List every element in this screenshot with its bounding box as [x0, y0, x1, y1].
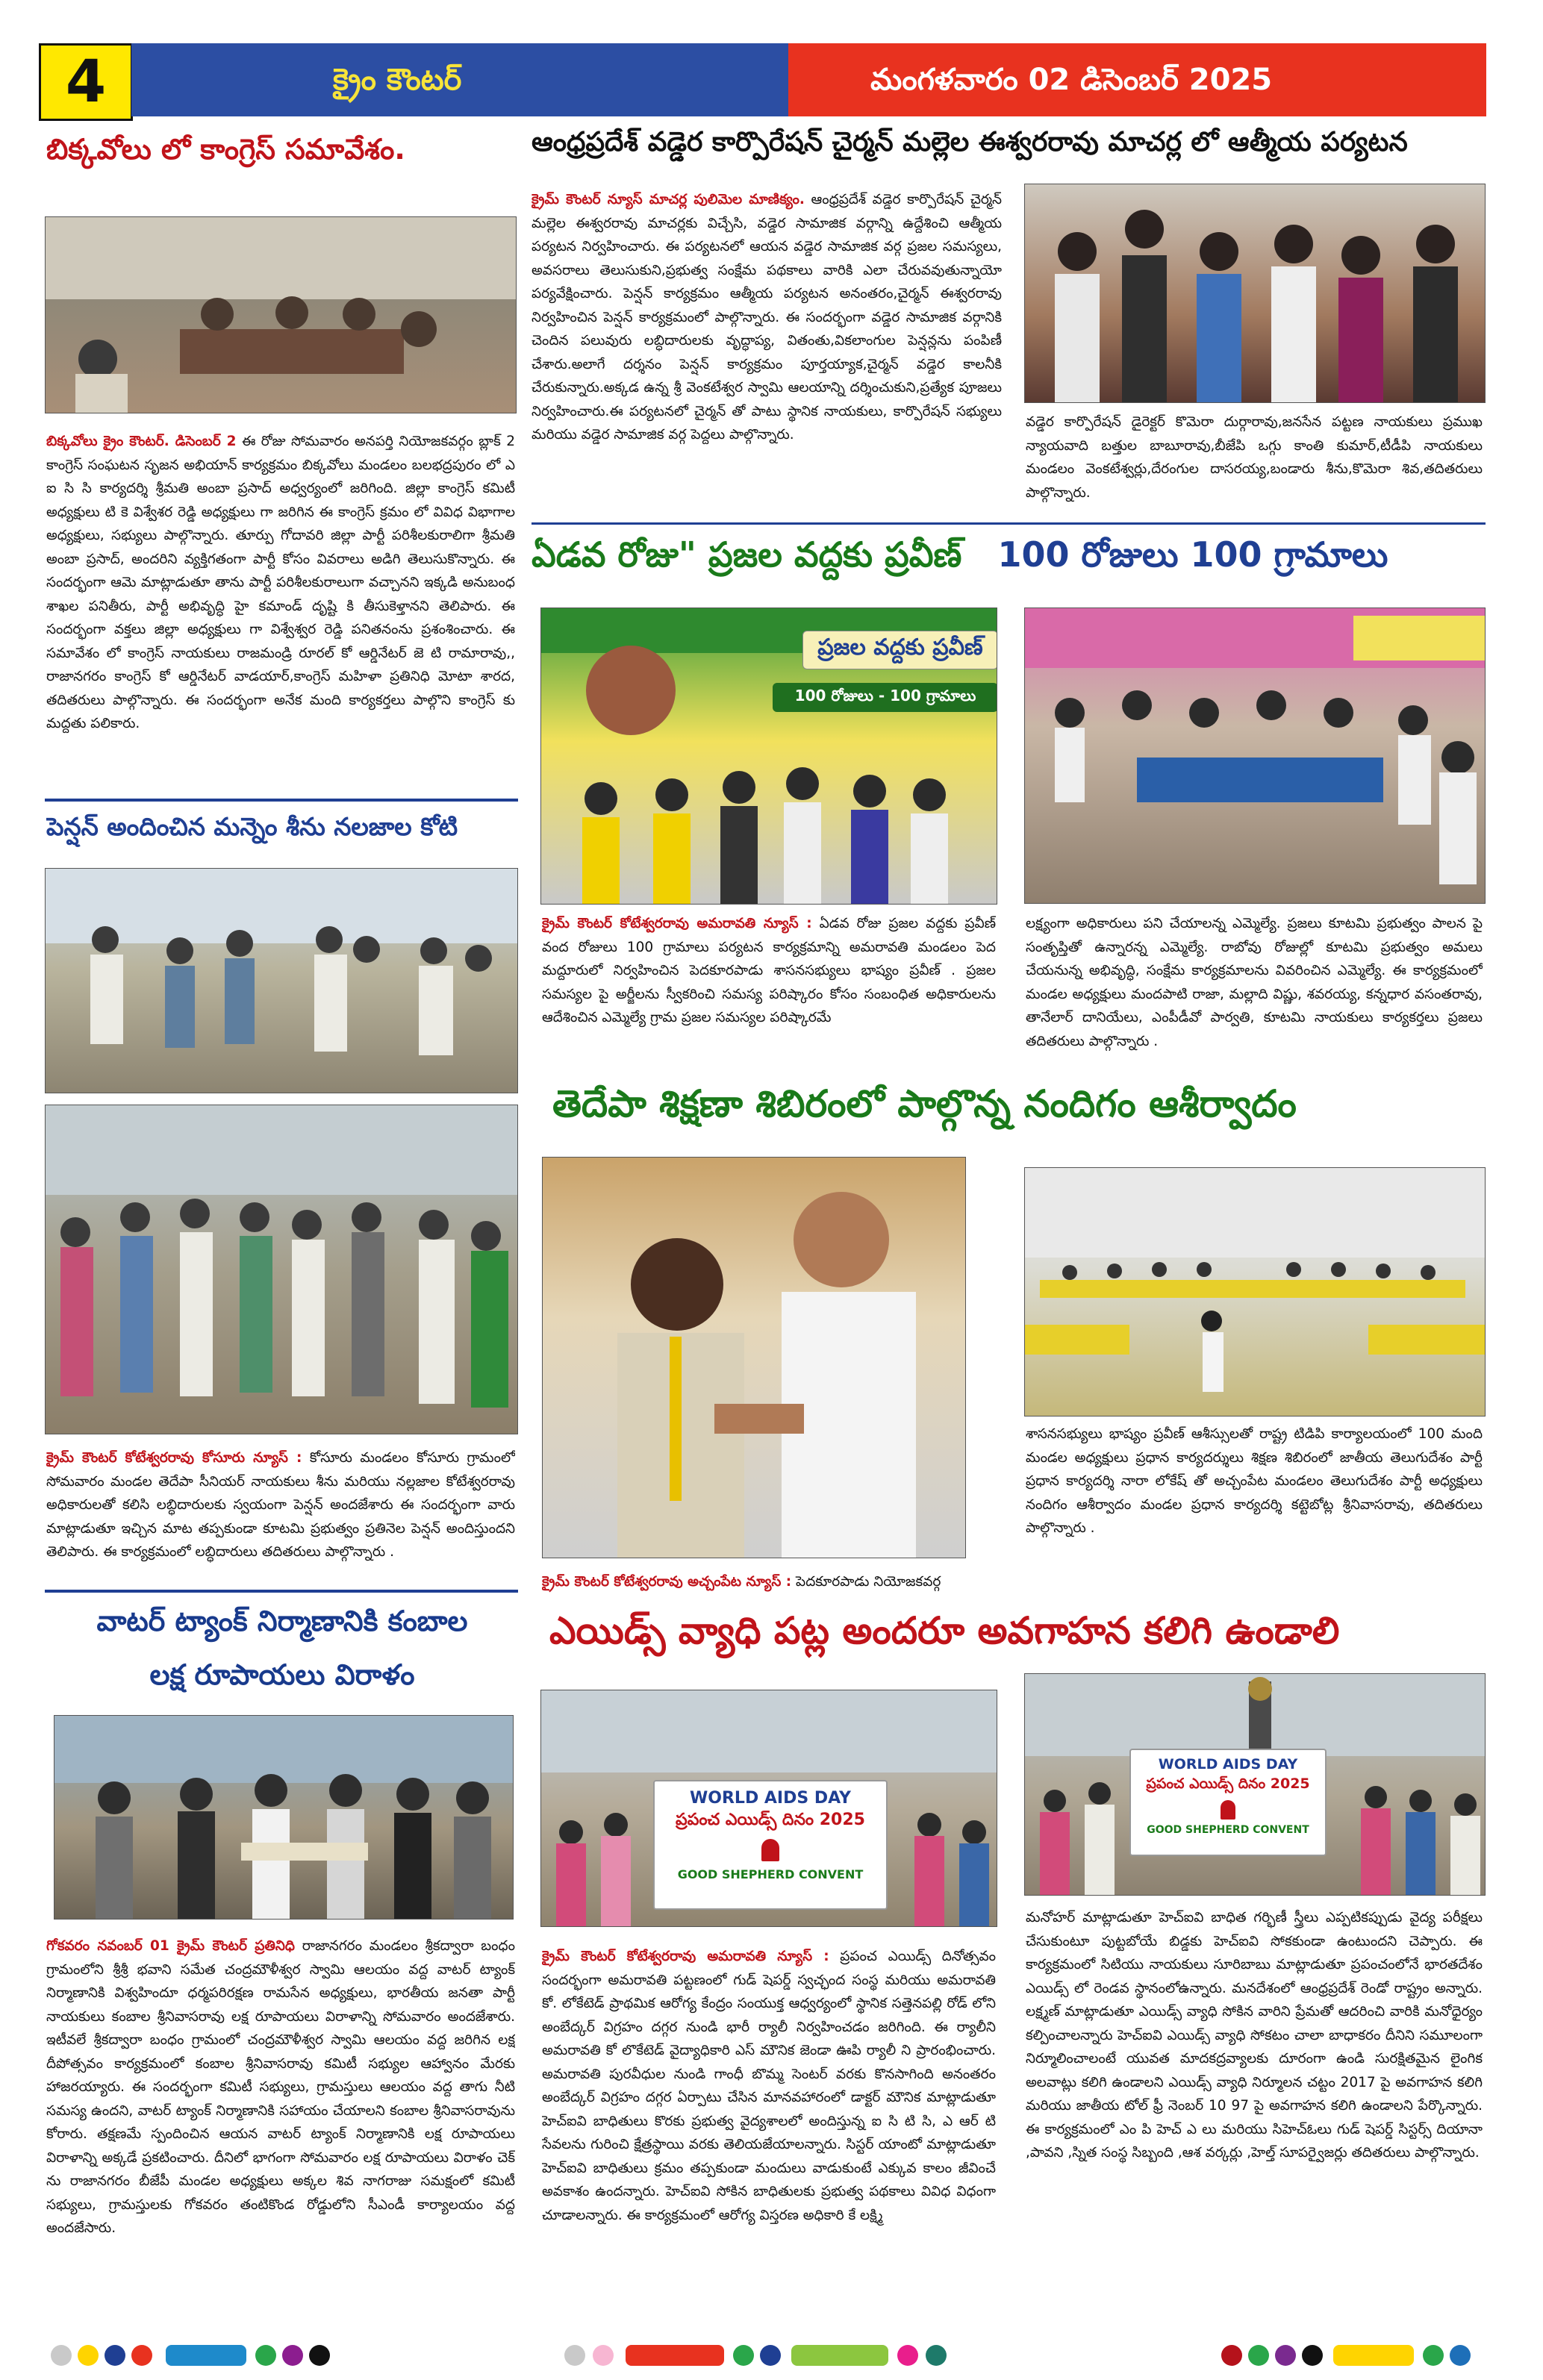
color-dot	[78, 2345, 99, 2366]
story2-dateline: క్రైమ్ కౌంటర్ కోటేశ్వరరావు కోసూరు న్యూస్ :	[46, 1450, 302, 1466]
story4-text: ఆంధ్రప్రదేశ్ వడ్డెర కార్పొరేషన్ చైర్మన్ మల్లెల ఈశ్వరరావు మాచర్లకు విచ్చేసి, వడ్డెర సామాజిక వర్గాన్ని ఉద్దేశించి ఆత్మీయ పర్యటన నిర్వహించారు. ఈ పర్యటనలో ఆయన వడ్డెర సామాజిక వర్గ ప్రజల సమస్యలు, అవసరాలు తెలుసుకుని,ప్రభుత్వ సంక్షేమ పథకాలు వారికి ఎలా చేరువవుతున్నాయో పర్యవేక్షించారు. పెన్షన్ కార్యక్రమం ఆత్మీయ పర్యటన అనంతరం,చైర్మన్ ఈశ్వరరావు నిర్వహించిన పెన్షన్ కార్యక్రమంలో పాల్గొన్నారు. ఈ సందర్భంగా వడ్డెర సామాజిక వర్గానికి చెందిన పలువురు లబ్ధిదారులకు వృద్ధాప్య, వితంతు,వికలాంగుల పెన్షన్లను పంపిణీ చేశారు.అలాగే దర్శనం పెన్షన్ కార్యక్రమం పూర్తయ్యాక,చైర్మన్ వడ్డెర కాలనీకి చేరుకున్నారు.అక్కడ ఉన్న శ్రీ వెంకటేశ్వర స్వామి ఆలయాన్ని దర్శించుకుని,ప్రత్యేక పూజలు నిర్వహించారు.ఈ పర్యటనలో చైర్మన్ తో పాటు స్థానిక నాయకులు, కార్పొరేషన్ సభ్యులు మరియు వడ్డెర సామాజిక వర్గ పెద్దలు పాల్గొన్నారు.	[532, 192, 1002, 443]
aids-day-banner	[1129, 1749, 1327, 1856]
color-dot	[926, 2345, 947, 2366]
story5-banner-text: ప్రజల వద్దకు ప్రవీణ్	[802, 631, 997, 669]
story6-photo-left	[542, 1157, 966, 1558]
story6-text-left: పెదకూరపాడు నియోజకవర్గ	[796, 1574, 941, 1590]
story5-dateline: క్రైమ్ కౌంటర్ కోటేశ్వరరావు అమరావతి న్యూస్ :	[542, 916, 812, 931]
story4-caption: వడ్డెర కార్పొరేషన్ డైరెక్టర్ కొమెరా దుర్గారావు,జనసేన పట్టణ నాయకులు ప్రముఖ న్యాయవాది బత్తుల బాబూరావు,బీజేపి ఒగ్గు కాంతి కుమార్,టీడీపి నాయకులు మండలం వెంకటేశ్వర్లు,దేరంగుల దాసరయ్య,బండారు శీను,కొమెరా శివ,తదితరులు పాల్గొన్నారు.	[1026, 414, 1483, 501]
aids-day-banner	[653, 1780, 888, 1910]
story7-body-left	[542, 1945, 996, 2333]
story7-body-right: మనోహర్ మాట్లాడుతూ హెచ్ఐవి బాధిత గర్భిణీ స్త్రీలు ఎప్పటికప్పుడు వైద్య పరీక్షలు చేసుకుంటూ పుట్టబోయే బిడ్డకు హెచ్ఐవి సోకకుండా ఉంటుందని చెప్పారు. ఈ కార్యక్రమంలో సిటియు నాయకులు సూరిబాబు మాట్లాడుతూ ప్రపంచంలోనే భారతదేశం ఎయిడ్స్ లో రెండవ స్థానంలోఉన్నారు. మనదేశంలో ఆంధ్రప్రదేశ్ రెండో రాష్ట్రం అన్నారు. లక్ష్మణ్ మాట్లాడుతూ ఎయిడ్స్ వ్యాధి సోకిన వారిని ప్రేమతో ఆదరించి వారికి మనోధైర్యం కల్పించాలన్నారు హెచ్ఐవి ఎయిడ్స్ వ్యాధి సోకటం చాలా బాధాకరం దీనిని సమూలంగా నిర్మూలించాలంటే యువత మాదకద్రవ్యాలకు దూరంగా ఉండి సురక్షితమైన లైంగిక అలవాట్లు కలిగి ఉండాలని ఎయిడ్స్ వ్యాధి నిర్మూలన చట్టం 2017 పై అవగాహన కలిగి మరియు జాతీయ టోల్ ఫ్రీ నెంబర్ 10 97 పై అవగాహన కలిగి ఉండాలని పేర్కొన్నారు. ఈ కార్యక్రమంలో ఎం పి హెచ్ ఎ లు మరియు సిహెచ్ఓలు గుడ్ షెపర్డ్ సిస్టర్స్ దియానా ,పావని ,స్నిత సంస్థ సిబ్బంది ,ఆశ వర్కర్లు ,హెల్త్ సూపర్వైజర్లు తదితరులు పాల్గొన్నారు.	[1026, 1910, 1483, 2161]
story5-headline	[532, 534, 1494, 584]
story3-dateline: గోకవరం నవంబర్ 01 క్రైమ్ కౌంటర్ ప్రతినిధి	[46, 1938, 295, 1954]
color-dot	[593, 2345, 614, 2366]
training-camp-photo-icon	[1025, 1168, 1485, 1416]
story1-photo	[45, 216, 517, 413]
story4-dateline: క్రైమ్ కౌంటర్ న్యూస్ మాచర్ల పులిమెల మాణిక్యం.	[532, 192, 805, 207]
donation-photo-icon	[54, 1716, 513, 1919]
story4-body	[532, 188, 1002, 591]
color-dot	[309, 2345, 330, 2366]
story3-photo	[54, 1715, 514, 1920]
story7-text-left: ప్రపంచ ఎయిడ్స్ దినోత్సవం సందర్భంగా అమరావతి పట్టణంలో గుడ్ షెపర్డ్ స్వచ్ఛంద సంస్థ మరియు అమరావతి కో. లోకేటెడ్ ప్రాథమిక ఆరోగ్య కేంద్రం సంయుక్త ఆధ్వర్యంలో స్థానిక సత్తెనపల్లి రోడ్ లోని అంబేద్కర్ విగ్రహం దగ్గర నుండి భారీ ర్యాలీ నిర్వహించడం జరిగింది. ఈ ర్యాలీని అమరావతి కో లొకేటెడ్ వైద్యాధికారి ఎస్ మౌనిక జెండా ఊపి ర్యాలీ ని ప్రారంభించారు. అమరావతి పురవీధుల నుండి గాంధీ బొమ్మ సెంటర్ వరకు కొనసాగింది అనంతరం అంబేద్కర్ విగ్రహం దగ్గర ఏర్పాటు చేసిన మానవహారంలో డాక్టర్ మౌనిక మాట్లాడుతూ హెచ్ఐవి బాధితులు కొరకు ప్రభుత్వ వైద్యశాలలో అందిస్తున్న ఐ సి టి సి, ఎ ఆర్ టి సేవలను గురించి క్షేత్రస్థాయి వరకు తెలియజేయాలన్నారు. సిస్టర్ యాంటో మాట్లాడుతూ హెచ్ఐవి బాధితులు క్రమం తప్పకుండా మందులు వాడుకుంటే ఎక్కువ కాలం జీవించే అవకాశం ఉందన్నారు. హెచ్ఐవి సోకిన బాధితులకు ప్రభుత్వ పథకాలు వివిధ విధంగా చూడాలన్నారు. ఈ కార్యక్రమంలో ఆరోగ్య విస్తరణ అధికారి కే లక్ష్మి	[542, 1949, 996, 2223]
story2-text: కోసూరు మండలం కోసూరు గ్రామంలో సోమవారం మండల తెదేపా సీనియర్ నాయకులు శీను మరియు నల్లజాల కోటేశ్వరరావు అధికారులతో కలిసి లబ్ధిదారులకు స్వయంగా పెన్షన్ అందజేశారు ఈ సందర్భంగా వారు మాట్లాడుతూ ఇచ్చిన మాట తప్పకుండా కూటమి ప్రభుత్వం ప్రతినెల పెన్షన్ అందిస్తుందని తెలిపారు. ఈ కార్యక్రమంలో లబ్ధిదారులు తదితరులు పాల్గొన్నారు .	[46, 1450, 515, 1560]
story3-body	[46, 1934, 515, 2321]
story5-photo-right	[1024, 608, 1486, 904]
banner-line3: GOOD SHEPHERD CONVENT	[1147, 1824, 1309, 1836]
color-dot	[760, 2345, 781, 2366]
grievance-photo-icon	[1025, 608, 1485, 903]
color-dot	[51, 2345, 72, 2366]
portrait-photo-icon	[543, 1158, 965, 1558]
divider	[45, 799, 518, 802]
story1-headline: బిక్కవోలు లో కాంగ్రెస్ సమావేశం.	[46, 133, 405, 166]
story5-body-left	[542, 912, 996, 1099]
red-ribbon-icon	[761, 1839, 779, 1861]
color-dot	[255, 2345, 276, 2366]
story3-headline-line1: వాటర్ ట్యాంక్ నిర్మాణానికి కంబాల	[96, 1605, 468, 1637]
story7-photo-left	[540, 1690, 997, 1927]
date-line: మంగళవారం 02 డిసెంబర్ 2025	[788, 43, 1486, 116]
story5-photo-left	[540, 608, 997, 905]
color-bar	[791, 2345, 888, 2366]
banner-line1: WORLD AIDS DAY	[1158, 1756, 1298, 1772]
story2-photo-bottom	[45, 1105, 518, 1434]
color-dot	[733, 2345, 754, 2366]
color-dot	[1450, 2345, 1471, 2366]
story3-text: రాజానగరం మండలం శ్రీకద్వారా బంధం గ్రామంలోని శ్రీశ్రీ భవాని సమేత చంద్రమౌళీశ్వర స్వామి ఆలయం వద్ద వాటర్ ట్యాంక్ నిర్మాణానికి విశ్వహిందూ ధర్మపరిరక్షణ రామసేన అధ్యక్షులు, భారతీయ జనతా పార్టీ నాయకులు కంబాల శ్రీనివాసరావు లక్ష రూపాయలు విరాళాన్ని సోమవారం అందజేశారు. ఇటీవలే శ్రీకద్వారా బంధం గ్రామంలో చంద్రమౌళీశ్వర స్వామి ఆలయం వద్ద జరిగిన లక్ష దీపోత్సవం కార్యక్రమంలో కంబాల శ్రీనివాసరావు కమిటీ సభ్యుల ఆహ్వానం మేరకు హాజరయ్యారు. ఈ సందర్భంగా కమిటీ సభ్యులు, గ్రామస్తులు ఆలయం వద్ద తాగు నీటి సమస్య ఉందని, వాటర్ ట్యాంక్ నిర్మాణానికి సహాయం చేయాలని కంబాల శ్రీనివాసరావును కోరారు. తక్షణమే స్పందించిన ఆయన వాటర్ ట్యాంక్ నిర్మాణానికి లక్ష రూపాయలు విరాళాన్ని అక్కడే ప్రకటించారు. దీనిలో భాగంగా సోమవారం లక్ష రూపాయలు విరాళం చెక్ ను రాజానగరం బీజేపీ మండల అధ్యక్షులు అక్కల శివ నాగరాజు సమక్షంలో కమిటీ సభ్యులు, గ్రామస్తులకు గోకవరం తంటికొండ రోడ్డులోని సీఎండీ కార్యాలయం వద్ద అందజేసారు.	[46, 1938, 515, 2236]
story7-photo-right	[1024, 1673, 1486, 1896]
page-number: 4	[39, 43, 133, 121]
story4-photo	[1024, 184, 1486, 403]
pension-photo-icon	[46, 869, 517, 1093]
color-dot	[1221, 2345, 1242, 2366]
divider	[532, 522, 1486, 525]
pension-photo-icon	[46, 1105, 517, 1434]
color-bar	[626, 2345, 724, 2366]
story6-headline: తెదేపా శిక్షణా శిబిరంలో పాల్గొన్న నందిగం ఆశీర్వాదం	[552, 1082, 1297, 1125]
story6-body-left	[542, 1570, 964, 1600]
story5-banner-subtext: 100 రోజులు - 100 గ్రామాలు	[773, 683, 997, 712]
paper-name: క్రైం కౌంటర్	[131, 43, 788, 116]
story7-dateline: క్రైమ్ కౌంటర్ కోటేశ్వరరావు అమరావతి న్యూస్ :	[542, 1949, 829, 1964]
divider	[45, 1590, 518, 1593]
color-dot	[105, 2345, 125, 2366]
story1-body	[46, 430, 515, 788]
meeting-photo-icon	[46, 217, 516, 413]
color-dot	[1275, 2345, 1296, 2366]
story2-headline: పెన్షన్ అందించిన మన్నెం శీను నలజాల కోటి	[46, 812, 458, 841]
felicitation-photo-icon	[1025, 184, 1485, 402]
red-ribbon-icon	[1221, 1800, 1235, 1820]
story3-headline-line2: లక్ష రూపాయలు విరాళం	[149, 1658, 415, 1691]
story4-headline: ఆంధ్రప్రదేశ్ వడ్డెర కార్పొరేషన్ చైర్మన్ మల్లెల ఈశ్వరరావు మాచర్ల లో ఆత్మీయ పర్యటన	[532, 127, 1408, 157]
story2-body	[46, 1446, 515, 1611]
story6-dateline: క్రైమ్ కౌంటర్ కోటేశ్వరరావు అచ్చంపేట న్యూస్ :	[542, 1574, 792, 1590]
color-dot	[282, 2345, 303, 2366]
color-bar	[1333, 2345, 1414, 2366]
banner-line1: WORLD AIDS DAY	[690, 1789, 851, 1808]
color-dot	[1248, 2345, 1269, 2366]
banner-line2: ప్రపంచ ఎయిడ్స్ దినం 2025	[1146, 1775, 1310, 1792]
story5-body-right: లక్ష్యంగా అధికారులు పని చేయాలన్న ఎమ్మెల్యే. ప్రజలు కూటమి ప్రభుత్వం పాలన పై సంతృప్తితో ఉన్నారన్న ఎమ్మెల్యే. రాబోవు రోజుల్లో కూటమి ప్రభుత్వం అమలు చేయనున్న అభివృద్ధి, సంక్షేమ కార్యక్రమాలను వివరించిన ఎమ్మెల్యే. ఈ కార్యక్రమంలో మండల అధ్యక్షులు మందపాటి రాజా, మల్లాది విష్ణు, శవరయ్య, కన్నధార వసంతరావు, తానేలార్ దానియేలు, ఎంపీడీవో పార్వతి, కూటమి నాయకులు కార్యకర్తలు ప్రజలు తదితరులు పాల్గొన్నారు .	[1026, 916, 1483, 1049]
story6-body-right: శాసనసభ్యులు భాష్యం ప్రవీణ్ ఆశీస్సులతో రాష్ట్ర టిడిపి కార్యాలయంలో 100 మంది మండల అధ్యక్షులు ప్రధాన కార్యదర్శులు శిక్షణ శిబిరంలో జాతీయ తెలుగుదేశం పార్టీ ప్రధాన కార్యదర్శి నారా లోకేష్ తో అచ్చంపేట మండలం తెలుగుదేశం పార్టీ అధ్యక్షులు నందిగం ఆశీర్వాదం మండల ప్రధాన కార్యదర్శి కట్టెబోట్ల శ్రీనివాసరావు, తదితరులు పాల్గొన్నారు .	[1026, 1426, 1483, 1536]
color-dot	[131, 2345, 152, 2366]
color-dot	[897, 2345, 918, 2366]
color-dot	[564, 2345, 585, 2366]
color-dot	[1423, 2345, 1444, 2366]
story5-headline-part2: 100 రోజులు 100 గ్రామాలు	[997, 534, 1388, 575]
story1-text: ఈ రోజు సోమవారం అనపర్తి నియోజకవర్గం బ్లాక్ 2 కాంగ్రెస్ సంఘటన సృజన అభియాన్ కార్యక్రమం బిక్కవోలు మండలం బలభద్రపురం లో ఎ ఐ సి సి కార్యదర్శి శ్రీమతి అంబా ప్రసాద్ అధ్వర్యంలో జరిగింది. జిల్లా కాంగ్రెస్ కమిటీ అధ్యక్షులు టి కె విశ్వేశర రెడ్డి అధ్యక్షులు గా జరిగిన ఈ కాంగ్రెస్ క్రమం లో వివిధ విభాగాల అధ్యక్షులు, సభ్యులు పాల్గొన్నారు. తూర్పు గోదావరి జిల్లా పార్టీ పరిశీలకురాలిగా శ్రీమతి అంబా ప్రసాద్, అందరిని వ్యక్తిగతంగా పార్టీ కోసం వివరాలు అడిగి తెలుసుకొన్నారు. ఈ సందర్భంగా ఆమె మాట్లాడుతూ తాను పార్టీ పరిశీలకురాలుగా వచ్చానని ఇక్కడి అనుబంధ శాఖల పనితీరు, పార్టీ అభివృద్ధి హై కమాండ్ దృష్టి కి తీసుకెళ్తానని తెలిపారు. ఈ సందర్భంగా వక్తలు జిల్లా అధ్యక్షులు గా విశ్వేశ్వర రెడ్డి పనితనంను ప్రశంశించారు. ఈ సమావేశం లో కాంగ్రెస్ నాయకులు రాజమండ్రి రూరల్ కో ఆర్డినేటర్ జె టి రామారావు,, రాజానగరం కాంగ్రెస్ కో ఆర్డినేటర్ వాడయార్,కాంగ్రెస్ మహిళా ప్రతినిధి మోటా శారద, తదితరులు పాల్గొన్నారు. ఈ సందర్భంగా అనేక మంది కార్యకర్తలు పాల్గొని కాంగ్రెస్ కు మద్దతు పలికారు.	[46, 434, 515, 731]
story7-headline: ఎయిడ్స్ వ్యాధి పట్ల అందరూ అవగాహన కలిగి ఉండాలి	[549, 1609, 1340, 1652]
banner-line2: ప్రపంచ ఎయిడ్స్ దినం 2025	[676, 1811, 865, 1829]
color-bar	[166, 2345, 246, 2366]
banner-line3: GOOD SHEPHERD CONVENT	[677, 1867, 864, 1881]
story5-text-left: ఏడవ రోజు ప్రజల వద్దకు ప్రవీణ్ వంద రోజులు 100 గ్రామాలు పర్యటన కార్యక్రమాన్ని అమరావతి మండలం పెద మద్దూరులో నిర్వహించిన పెదకూరపాడు శాసనసభ్యులు భాష్యం ప్రవీణ్ . ప్రజల సమస్యల పై అర్జీలను స్వీకరించి సమస్య పరిష్కారం కోసం సంబంధిత అధికారులను ఆదేశించిన ఎమ్మెల్యే గ్రామ ప్రజల సమస్యల పరిష్కారమే	[542, 916, 996, 1025]
color-dot	[1302, 2345, 1323, 2366]
story2-photo-top	[45, 868, 518, 1093]
story5-headline-part1: ఏడవ రోజు" ప్రజల వద్దకు ప్రవీణ్	[532, 534, 962, 575]
story1-dateline: బిక్కవోలు క్రైం కౌంటర్. డిసెంబర్ 2	[46, 434, 237, 449]
story6-photo-right	[1024, 1167, 1486, 1417]
